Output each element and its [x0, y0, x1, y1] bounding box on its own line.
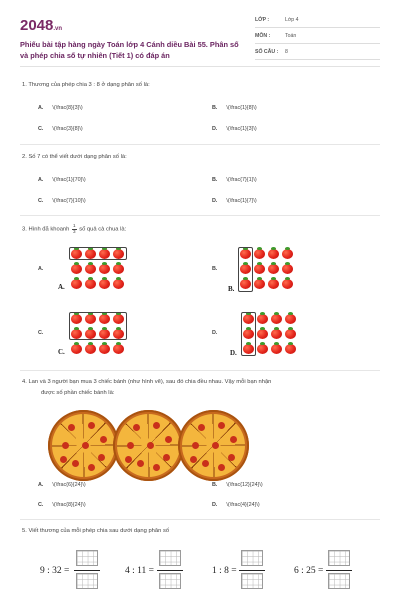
tomato-icon: [99, 344, 110, 354]
tomato-icon: [85, 344, 96, 354]
option-letter: A.: [38, 482, 44, 488]
info-subject: [255, 30, 380, 44]
question-5-text: 5. Viết thương của mỗi phép chia sau dưới dạng phân số: [22, 528, 170, 534]
tomato-icon: [285, 329, 296, 339]
tomato-icon: [257, 344, 268, 354]
info-label: LỚP :: [255, 17, 270, 23]
pepperoni-icon: [192, 442, 199, 449]
pepperoni-icon: [137, 460, 144, 467]
circled-group: [238, 247, 253, 292]
q4-option-a[interactable]: [38, 482, 86, 488]
pizza-image: [48, 410, 119, 481]
fraction-answer-box[interactable]: [76, 550, 98, 590]
picture-label-d: D.: [230, 349, 237, 357]
q4-option-c[interactable]: [38, 502, 86, 508]
denominator-grid[interactable]: [328, 573, 350, 589]
tomato-icon: [285, 314, 296, 324]
site-logo[interactable]: [20, 17, 62, 34]
tomato-icon: [254, 279, 265, 289]
q1-option-c[interactable]: [38, 126, 83, 132]
division-expression: 6 : 25 =: [294, 566, 324, 576]
question-divider: [20, 519, 380, 520]
pepperoni-icon: [125, 456, 132, 463]
tomato-picture-c: [68, 311, 128, 357]
tomato-picture-a: [68, 246, 128, 292]
option-text: \(\frac{7}{10}\): [52, 198, 86, 204]
fraction-denominator: 3: [73, 228, 76, 234]
tomato-icon: [271, 344, 282, 354]
info-label: MÔN :: [255, 33, 271, 39]
q4-text-line-2: được số phần chiếc bánh là:: [41, 390, 115, 396]
denominator-grid[interactable]: [241, 573, 263, 589]
tomato-icon: [85, 264, 96, 274]
pepperoni-icon: [198, 424, 205, 431]
option-text: \(\frac{3}{8}\): [52, 126, 83, 132]
q4-text-line-1: 4. Lan và 3 người bạn mua 3 chiếc bánh (như hình vẽ), sau đó chia đều nhau. Vậy mỗi bạn nhận: [22, 379, 272, 385]
tomato-icon: [99, 279, 110, 289]
question-2-text: 2. Số 7 có thể viết dưới dạng phân số là:: [22, 154, 127, 160]
tomato-icon: [99, 264, 110, 274]
tomato-icon: [85, 279, 96, 289]
pepperoni-icon: [88, 464, 95, 471]
option-letter: D.: [212, 198, 218, 204]
option-letter: A.: [38, 266, 44, 272]
option-text: \(\frac{12}{24}\): [226, 482, 263, 488]
q2-option-a[interactable]: [38, 177, 86, 183]
circled-group: [69, 247, 127, 260]
logo-text: 2048: [20, 17, 54, 34]
option-text: \(\frac{6}{24}\): [52, 482, 86, 488]
question-1-text: 1. Thương của phép chia 3 : 8 ở dạng phân số là:: [22, 82, 150, 88]
info-value: Toán: [285, 33, 297, 39]
tomato-icon: [271, 314, 282, 324]
pepperoni-icon: [153, 422, 160, 429]
pepperoni-icon: [127, 442, 134, 449]
tomato-icon: [268, 249, 279, 259]
numerator-grid[interactable]: [241, 550, 263, 566]
q3-fraction: [72, 224, 77, 234]
tomato-icon: [113, 264, 124, 274]
pepperoni-icon: [202, 460, 209, 467]
tomato-icon: [254, 249, 265, 259]
q1-option-d[interactable]: [212, 126, 257, 132]
pepperoni-icon: [88, 422, 95, 429]
tomato-icon: [257, 329, 268, 339]
pepperoni-icon: [72, 460, 79, 467]
pepperoni-icon: [228, 454, 235, 461]
question-divider: [20, 215, 380, 216]
tomato-picture-b: [237, 246, 297, 292]
fraction-answer-box[interactable]: [241, 550, 263, 590]
option-letter: C.: [38, 502, 44, 508]
tomato-icon: [268, 279, 279, 289]
pepperoni-icon: [218, 422, 225, 429]
info-value: Lớp 4: [285, 17, 299, 23]
question-4-text: [22, 379, 378, 396]
denominator-grid[interactable]: [76, 573, 98, 589]
picture-label-b: B.: [228, 285, 235, 293]
info-class: [255, 14, 380, 28]
q1-option-b[interactable]: [212, 105, 257, 111]
tomato-icon: [254, 264, 265, 274]
option-text: \(\frac{8}{24}\): [52, 502, 86, 508]
pizza-image: [178, 410, 249, 481]
q3-option-b[interactable]: [212, 266, 226, 272]
option-letter: A.: [38, 105, 44, 111]
option-text: \(\frac{4}{24}\): [226, 502, 260, 508]
tomato-icon: [257, 314, 268, 324]
q2-option-d[interactable]: [212, 198, 257, 204]
q2-option-b[interactable]: [212, 177, 257, 183]
picture-label-a: A.: [58, 283, 65, 291]
pepperoni-icon: [82, 442, 89, 449]
denominator-grid[interactable]: [159, 573, 181, 589]
option-letter: D.: [212, 330, 218, 336]
option-letter: B.: [212, 482, 218, 488]
option-text: \(\frac{1}{8}\): [226, 105, 257, 111]
pepperoni-icon: [212, 442, 219, 449]
tomato-picture-d: [240, 311, 300, 357]
q3-option-c[interactable]: [38, 330, 52, 336]
tomato-icon: [113, 279, 124, 289]
q3-text-before: 3. Hình đã khoanh: [22, 226, 70, 233]
q1-option-a[interactable]: [38, 105, 83, 111]
numerator-grid[interactable]: [328, 550, 350, 566]
tomato-icon: [285, 344, 296, 354]
option-letter: D.: [212, 502, 218, 508]
numerator-grid[interactable]: [76, 550, 98, 566]
tomato-icon: [71, 344, 82, 354]
pepperoni-icon: [147, 442, 154, 449]
tomato-icon: [282, 264, 293, 274]
option-text: \(\frac{1}{70}\): [52, 177, 86, 183]
circled-group: [69, 312, 127, 340]
pepperoni-icon: [190, 456, 197, 463]
info-value: 8: [285, 49, 288, 55]
division-expression: 9 : 32 =: [40, 566, 70, 576]
question-divider: [20, 144, 380, 145]
q3-option-d[interactable]: [212, 330, 226, 336]
tomato-icon: [71, 279, 82, 289]
tomato-icon: [282, 249, 293, 259]
tomato-icon: [282, 279, 293, 289]
pepperoni-icon: [165, 436, 172, 443]
option-text: \(\frac{1}{7}\): [226, 198, 257, 204]
tomato-icon: [71, 264, 82, 274]
option-letter: C.: [38, 126, 44, 132]
picture-label-c: C.: [58, 348, 65, 356]
tomato-icon: [271, 329, 282, 339]
worksheet-header: [0, 10, 400, 68]
info-label: SỐ CÂU :: [255, 49, 279, 55]
option-text: \(\frac{7}{1}\): [226, 177, 257, 183]
q4-option-b[interactable]: [212, 482, 263, 488]
option-letter: D.: [212, 126, 218, 132]
tomato-icon: [268, 264, 279, 274]
question-divider: [20, 370, 380, 371]
pepperoni-icon: [68, 424, 75, 431]
fraction-answer-box[interactable]: [328, 550, 350, 590]
fraction-answer-box[interactable]: [159, 550, 181, 590]
q4-option-d[interactable]: [212, 502, 260, 508]
tomato-icon: [113, 344, 124, 354]
pepperoni-icon: [60, 456, 67, 463]
option-letter: C.: [38, 198, 44, 204]
pepperoni-icon: [218, 464, 225, 471]
option-letter: C.: [38, 330, 44, 336]
option-letter: B.: [212, 177, 218, 183]
option-letter: A.: [38, 177, 44, 183]
division-expression: 4 : 11 =: [125, 566, 155, 576]
document-title: Phiếu bài tập hàng ngày Toán lớp 4 Cánh diều Bài 55. Phân số và phép chia số tự nhiên (Tiết 1) có đáp án: [20, 40, 239, 60]
numerator-grid[interactable]: [159, 550, 181, 566]
pizza-image: [113, 410, 184, 481]
option-letter: B.: [212, 266, 218, 272]
fraction-numerator: 1: [73, 223, 76, 228]
q2-option-c[interactable]: [38, 198, 86, 204]
question-3-text: [22, 224, 126, 234]
pepperoni-icon: [153, 464, 160, 471]
header-divider: [20, 66, 380, 67]
option-text: \(\frac{1}{3}\): [226, 126, 257, 132]
q3-text-after: số quả cà chua là:: [79, 226, 127, 233]
division-expression: 1 : 8 =: [212, 566, 237, 576]
info-question-count: [255, 46, 380, 60]
circled-group: [241, 312, 256, 356]
logo-suffix: .vn: [53, 26, 63, 32]
pepperoni-icon: [98, 454, 105, 461]
pepperoni-icon: [133, 424, 140, 431]
option-text: \(\frac{8}{3}\): [52, 105, 83, 111]
q3-option-a[interactable]: [38, 266, 52, 272]
pepperoni-icon: [230, 436, 237, 443]
pepperoni-icon: [163, 454, 170, 461]
pepperoni-icon: [100, 436, 107, 443]
option-letter: B.: [212, 105, 218, 111]
pepperoni-icon: [62, 442, 69, 449]
